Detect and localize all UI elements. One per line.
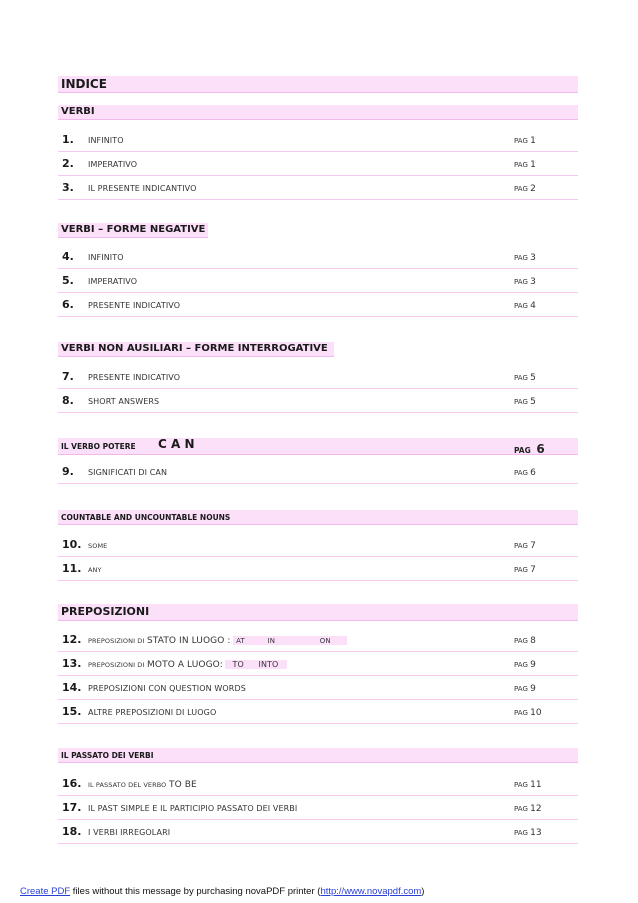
footer-note: Create PDF files without this message by purchasing novaPDF printer (http://www.novapdf.com) bbox=[20, 886, 425, 897]
section-band bbox=[58, 105, 578, 120]
toc-row[interactable] bbox=[58, 131, 578, 152]
item-label: SIGNIFICATI DI CAN bbox=[88, 468, 168, 477]
toc-row[interactable] bbox=[58, 823, 578, 844]
item-page: PAG 8 bbox=[514, 636, 536, 646]
item-page: PAG 13 bbox=[514, 828, 542, 838]
toc-row[interactable] bbox=[58, 799, 578, 820]
item-number: 4. bbox=[62, 250, 74, 263]
item-number: 9. bbox=[62, 465, 74, 478]
item-page: PAG 5 bbox=[514, 373, 536, 383]
toc-row[interactable] bbox=[58, 179, 578, 200]
toc-row[interactable] bbox=[58, 155, 578, 176]
item-number: 16. bbox=[62, 777, 82, 790]
section-title-small: IL VERBO POTERE bbox=[61, 442, 136, 451]
item-page: PAG 2 bbox=[514, 184, 536, 194]
preposition-chip: TO INTO bbox=[225, 660, 287, 669]
item-label: I VERBI IRREGOLARI bbox=[88, 828, 171, 837]
section-title: VERBI bbox=[61, 106, 95, 117]
section-page: PAG 6 bbox=[514, 442, 545, 456]
section-title: COUNTABLE AND UNCOUNTABLE NOUNS bbox=[61, 513, 231, 522]
item-page: PAG 1 bbox=[514, 160, 536, 170]
item-number: 17. bbox=[62, 801, 82, 814]
toc-row[interactable] bbox=[58, 655, 578, 676]
toc-row[interactable] bbox=[58, 368, 578, 389]
section-title: VERBI – FORME NEGATIVE bbox=[61, 224, 206, 235]
item-page: PAG 11 bbox=[514, 780, 542, 790]
item-number: 3. bbox=[62, 181, 74, 194]
item-number: 8. bbox=[62, 394, 74, 407]
section-title: IL PASSATO DEI VERBI bbox=[61, 751, 154, 760]
toc-row[interactable] bbox=[58, 463, 578, 484]
item-label: SOME bbox=[88, 542, 108, 550]
item-number: 18. bbox=[62, 825, 82, 838]
toc-row[interactable] bbox=[58, 536, 578, 557]
section-title: VERBI NON AUSILIARI – FORME INTERROGATIVE bbox=[61, 343, 328, 354]
item-number: 2. bbox=[62, 157, 74, 170]
item-label: PREPOSIZIONI CON QUESTION WORDS bbox=[88, 684, 246, 693]
item-number: 7. bbox=[62, 370, 74, 383]
section-title: PREPOSIZIONI bbox=[61, 605, 150, 618]
item-label: PRESENTE INDICATIVO bbox=[88, 301, 181, 310]
item-number: 12. bbox=[62, 633, 82, 646]
section-title-big: C A N bbox=[158, 437, 195, 451]
index-title-band bbox=[58, 76, 578, 93]
item-number: 15. bbox=[62, 705, 82, 718]
item-page: PAG 9 bbox=[514, 660, 536, 670]
item-page: PAG 1 bbox=[514, 136, 536, 146]
item-page: PAG 7 bbox=[514, 565, 536, 575]
item-label: INFINITO bbox=[88, 136, 124, 145]
item-label: IL PRESENTE INDICANTIVO bbox=[88, 184, 197, 193]
item-label: IMPERATIVO bbox=[88, 277, 138, 286]
toc-row[interactable] bbox=[58, 296, 578, 317]
toc-row[interactable] bbox=[58, 631, 578, 652]
item-label: IL PASSATO DEL VERBO TO BE bbox=[88, 780, 197, 790]
item-page: PAG 10 bbox=[514, 708, 542, 718]
item-page: PAG 4 bbox=[514, 301, 536, 311]
item-page: PAG 5 bbox=[514, 397, 536, 407]
item-label: PREPOSIZIONI DI MOTO A LUOGO: TO INTO bbox=[88, 660, 287, 670]
item-label: IL PAST SIMPLE E IL PARTICIPIO PASSATO DEI VERBI bbox=[88, 804, 298, 813]
item-label: ALTRE PREPOSIZIONI DI LUOGO bbox=[88, 708, 217, 717]
toc-row[interactable] bbox=[58, 679, 578, 700]
item-page: PAG 3 bbox=[514, 253, 536, 263]
item-number: 10. bbox=[62, 538, 82, 551]
item-label: IMPERATIVO bbox=[88, 160, 138, 169]
item-page: PAG 6 bbox=[514, 468, 536, 478]
toc-row[interactable] bbox=[58, 560, 578, 581]
toc-row[interactable] bbox=[58, 392, 578, 413]
item-label: PREPOSIZIONI DI STATO IN LUOGO : AT IN ON bbox=[88, 636, 347, 646]
item-label: PRESENTE INDICATIVO bbox=[88, 373, 181, 382]
item-number: 14. bbox=[62, 681, 82, 694]
novapdf-link[interactable]: http://www.novapdf.com bbox=[320, 886, 422, 897]
toc-row[interactable] bbox=[58, 272, 578, 293]
item-page: PAG 3 bbox=[514, 277, 536, 287]
item-page: PAG 7 bbox=[514, 541, 536, 551]
item-number: 13. bbox=[62, 657, 82, 670]
item-label: INFINITO bbox=[88, 253, 124, 262]
item-number: 6. bbox=[62, 298, 74, 311]
index-title: INDICE bbox=[61, 77, 107, 91]
preposition-chip: AT IN ON bbox=[233, 636, 347, 645]
create-pdf-link[interactable]: Create PDF bbox=[20, 886, 71, 897]
item-number: 1. bbox=[62, 133, 74, 146]
item-page: PAG 9 bbox=[514, 684, 536, 694]
item-label: ANY bbox=[88, 566, 102, 574]
item-page: PAG 12 bbox=[514, 804, 542, 814]
toc-row[interactable] bbox=[58, 775, 578, 796]
toc-row[interactable] bbox=[58, 703, 578, 724]
section-band bbox=[58, 438, 578, 455]
toc-row[interactable] bbox=[58, 248, 578, 269]
item-number: 11. bbox=[62, 562, 82, 575]
item-label: SHORT ANSWERS bbox=[88, 397, 160, 406]
item-number: 5. bbox=[62, 274, 74, 287]
